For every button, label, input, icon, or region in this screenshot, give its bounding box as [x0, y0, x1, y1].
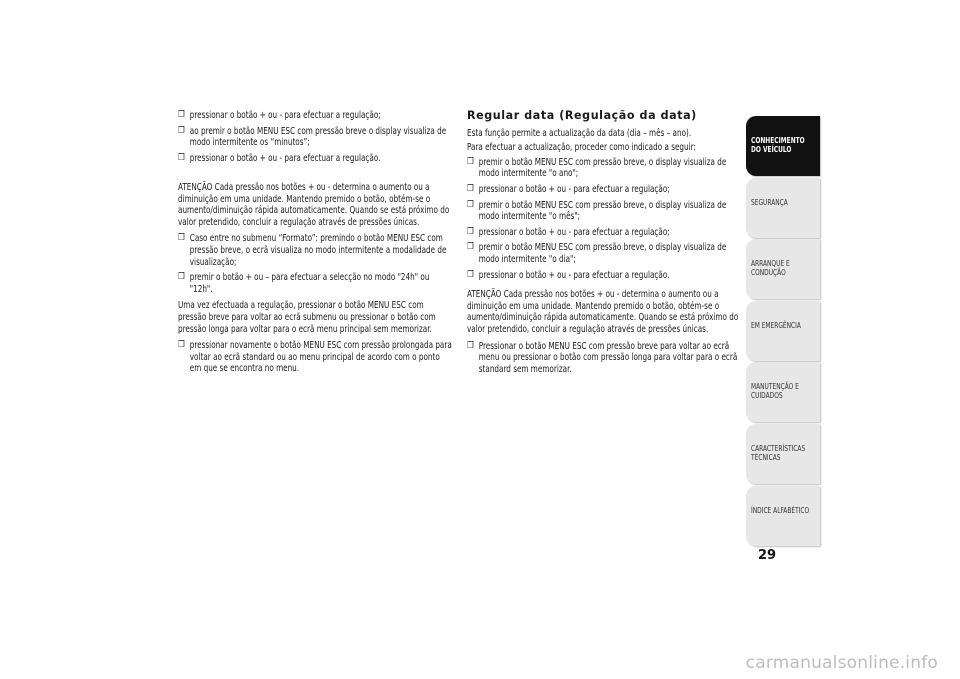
tab-caracteristicas-tecnicas[interactable]: CARACTERÍSTICAS TÉCNICAS	[746, 424, 820, 484]
list-item: ❒ premir o botão MENU ESC com pressão breve, o display visualiza de modo intermitente "o dia";	[467, 242, 727, 265]
list-item: ❒ premir o botão + ou – para efectuar a selecção no modo "24h" ou "12h".	[178, 272, 430, 295]
paragraph: Uma vez efectuada a regulação, pressionar o botão MENU ESC com pressão breve para voltar ao ecrã submenu ou pressionar o botão com pressão longa para voltar para o ecrã menu principal sem memorizar.	[178, 300, 436, 335]
checkbox-bullet-icon: ❒	[467, 226, 474, 237]
page-number: 29	[758, 548, 777, 563]
tab-em-emergencia[interactable]: EM EMERGÊNCIA	[746, 301, 820, 361]
checkbox-bullet-icon: ❒	[178, 340, 185, 351]
list-item: ❒ pressionar o botão + ou - para efectuar a regulação;	[178, 110, 381, 121]
checkbox-bullet-icon: ❒	[467, 269, 474, 280]
checkbox-bullet-icon: ❒	[467, 340, 474, 351]
chapter-tabs	[746, 116, 820, 547]
final-bullet-list	[467, 341, 742, 376]
tab-manutencao-e-cuidados[interactable]: MANUTENÇÃO E CUIDADOS	[746, 362, 820, 422]
tab-conhecimento-do-veiculo[interactable]: CONHECIMENTO DO VEÍCULO	[746, 116, 820, 176]
checkbox-bullet-icon: ❒	[178, 233, 185, 244]
list-item: ❒ ao premir o botão MENU ESC com pressão breve o display visualiza de modo intermitente os “minutos”;	[178, 125, 447, 149]
intro-text: Para efectuar a actualização, proceder como indicado a seguir:	[467, 142, 696, 154]
list-item: ❒ Caso entre no submenu “Formato”: premindo o botão MENU ESC com pressão breve, o ecrã visualiza no modo intermitente a modalidade de visualização;	[178, 233, 447, 268]
checkbox-bullet-icon: ❒	[467, 199, 474, 210]
attention-note: ATENÇÃO Cada pressão nos botões + ou - determina o aumento ou a diminuição em uma unidade. Mantendo premido o botão, obtém-se o aumento/diminuição rápida automaticamente. Quando se está próximo do valor pretendido, concluir a regulação através de pressões únicas.	[467, 289, 739, 335]
end-bullet-list	[178, 340, 453, 375]
top-bullet-list	[178, 110, 453, 164]
section-title: Regular data (Regulação da data)	[467, 108, 697, 122]
checkbox-bullet-icon: ❒	[467, 156, 474, 167]
left-column	[178, 182, 453, 380]
list-item: ❒ pressionar o botão + ou - para efectuar a regulação.	[178, 152, 381, 164]
list-item: ❒ pressionar o botão + ou - para efectuar a regulação.	[467, 269, 670, 281]
tab-indice-alfabetico[interactable]: ÍNDICE ALFABÉTICO	[746, 486, 820, 546]
checkbox-bullet-icon: ❒	[178, 125, 185, 136]
format-bullet-list	[178, 233, 453, 295]
left-column-top	[178, 110, 453, 168]
watermark: carmanualsonline.info	[745, 653, 938, 673]
list-item: ❒ premir o botão MENU ESC com pressão breve, o display visualiza de modo intermitente "o ano";	[467, 156, 727, 180]
list-item: ❒ pressionar o botão + ou - para efectuar a regulação;	[467, 183, 670, 195]
attention-note: ATENÇÃO Cada pressão nos botões + ou - determina o aumento ou a diminuição em uma unidade. Mantendo premido o botão, obtém-se o aumento/diminuição rápida automaticamente. Quando se está próximo do valor pretendido, concluir a regulação através de pressões únicas.	[178, 182, 450, 228]
list-item: ❒ pressionar novamente o botão MENU ESC com pressão prolongada para voltar ao ecrã standard ou ao menu principal de acordo com o ponto em que se encontra no menu.	[178, 340, 452, 375]
right-column	[467, 110, 742, 380]
tab-seguranca[interactable]: SEGURANÇA	[746, 178, 820, 238]
list-item: ❒ pressionar o botão + ou - para efectuar a regulação;	[467, 226, 670, 238]
checkbox-bullet-icon: ❒	[467, 183, 474, 194]
checkbox-bullet-icon: ❒	[178, 110, 185, 120]
tab-arranque-e-conducao[interactable]: ARRANQUE E CONDUÇÃO	[746, 239, 820, 299]
checkbox-bullet-icon: ❒	[178, 272, 185, 283]
steps-list	[467, 157, 742, 281]
list-item: ❒ Pressionar o botão MENU ESC com pressão breve para voltar ao ecrã menu ou pressionar o botão com pressão longa para voltar para o ecrã standard sem memorizar.	[467, 340, 738, 375]
intro-text: Esta função permite a actualização da data (dia – mês – ano).	[467, 127, 692, 139]
checkbox-bullet-icon: ❒	[178, 152, 185, 163]
list-item: ❒ premir o botão MENU ESC com pressão breve, o display visualiza de modo intermitente "o mês";	[467, 199, 727, 223]
checkbox-bullet-icon: ❒	[467, 242, 474, 253]
